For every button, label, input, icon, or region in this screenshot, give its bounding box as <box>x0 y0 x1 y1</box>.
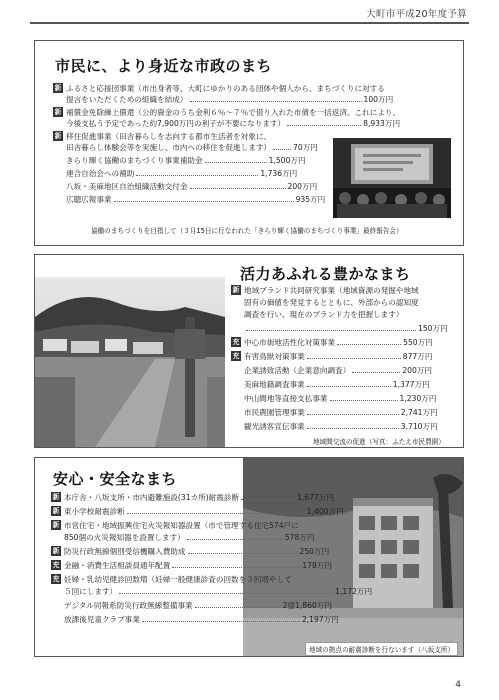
new-badge: 新 <box>52 521 60 529</box>
list-item <box>231 337 433 348</box>
list-item <box>51 532 315 543</box>
list-item <box>51 560 332 571</box>
list-item <box>231 309 403 320</box>
item-amount: 1,230万円 <box>399 394 437 403</box>
list-item <box>53 181 317 192</box>
section-title: 安心・安全なまち <box>53 470 178 488</box>
new-badge: 新 <box>54 132 62 140</box>
item-amount: 877万円 <box>402 352 433 361</box>
item-amount: 100万円 <box>363 95 394 104</box>
item-label: 防災行政無線個別受信機購入費助成 <box>64 547 186 556</box>
new-badge: 新 <box>52 507 60 515</box>
section-vibrant-town <box>34 254 464 448</box>
item-label: 放課後児童クラブ事業 <box>64 615 140 624</box>
meeting-photo <box>333 138 451 218</box>
farm-garden-photo <box>35 277 225 447</box>
list-item <box>53 107 400 118</box>
enhanced-badge: 充 <box>52 561 60 569</box>
list-item <box>51 546 329 557</box>
item-label: ふるさと応援団事業（市出身者等、大町にゆかりのある団体や個人から、まちづくりに対する <box>66 84 385 93</box>
item-amount: 250万円 <box>299 547 330 556</box>
new-badge: 新 <box>54 108 62 116</box>
list-item <box>51 574 292 585</box>
list-item <box>51 506 344 517</box>
item-label: 八坂・美麻地区自治組織活動交付金 <box>66 182 188 191</box>
item-amount: 550万円 <box>403 338 433 347</box>
list-item <box>53 155 306 166</box>
list-item <box>53 94 393 105</box>
enhanced-badge: 充 <box>232 352 240 360</box>
list-item <box>53 142 318 153</box>
item-amount: 1,677万円 <box>297 493 334 502</box>
list-item <box>53 131 271 142</box>
list-item <box>51 600 332 611</box>
new-badge: 新 <box>232 286 240 294</box>
item-label: 移住促進事業（田舎暮らしを志向する都市生活者を対象に、 <box>66 132 272 141</box>
item-label: 提言をいただくための組織を結成） <box>66 95 188 104</box>
item-label: 広聴広報事業 <box>66 195 112 204</box>
item-label: 美麻地籍調査事業 <box>244 380 305 389</box>
header-rule <box>30 22 469 24</box>
item-amount: 8,933万円 <box>363 119 401 128</box>
list-item <box>231 297 419 308</box>
list-item <box>53 168 297 179</box>
item-label: 市営住宅・地域振興住宅火災報知器設置（市で管理する住宅574戸に <box>64 521 299 530</box>
item-amount: 3,710万円 <box>400 422 438 431</box>
item-label: きらり輝く協働のまちづくり事業補助金 <box>66 156 203 165</box>
budget-header: 大町市平成20年度予算 <box>366 9 467 20</box>
list-item <box>51 586 372 597</box>
list-item <box>53 83 385 94</box>
list-item <box>231 365 432 376</box>
item-label: 有害鳥獣対策事業 <box>244 352 305 361</box>
item-label: 固有の価値を発見するとともに、外部からの認知度 <box>244 298 419 307</box>
item-amount: 1,736万円 <box>260 169 298 178</box>
item-label: 調査を行い、現在のブランド力を把握します） <box>244 310 404 319</box>
branch-office-photo <box>243 458 464 657</box>
item-amount: 2億1,860万円 <box>282 601 332 610</box>
list-item <box>231 421 438 432</box>
enhanced-badge: 充 <box>52 575 60 583</box>
photo-caption: 地域間交流の促進（写真：ふたえ市民農園） <box>313 438 445 446</box>
section-safe-town <box>34 457 464 657</box>
list-item <box>51 520 299 531</box>
photo-caption: 協働のまちづくりを目指して（３月15日に行なわれた「きらり輝く協働のまちづくり事業」最終報告会） <box>91 227 403 235</box>
item-label: 今後支払う予定であった約7,900万円の利子が不要になります） <box>66 119 286 128</box>
list-item <box>231 407 438 418</box>
item-label: 妊婦・乳幼児健診回数増（妊婦一般健康診査の回数を３回増やして <box>64 575 292 584</box>
item-amount: 935万円 <box>295 195 326 204</box>
section-citizen-government <box>34 40 464 246</box>
item-label: 本庁舎・八坂支所・市内避難施設(31カ所)耐震診断 <box>64 493 240 502</box>
item-amount: 200万円 <box>287 182 318 191</box>
list-item <box>51 492 334 503</box>
item-label: 東小学校耐震診断 <box>64 507 125 516</box>
item-amount: 1,377万円 <box>392 380 430 389</box>
item-label: 中心市街地活性化対策事業 <box>244 338 336 347</box>
list-item <box>51 614 339 625</box>
item-amount: 2,197万円 <box>301 615 339 624</box>
item-label: 金融・消費生活相談員通年配置 <box>64 561 171 570</box>
section-title: 市民に、より身近な市政のまち <box>55 57 273 75</box>
item-label: デジタル同報系防災行政無線整備事業 <box>64 601 193 610</box>
item-label: 企業誘致活動（企業意向調査） <box>244 366 351 375</box>
item-label: 中山間地等直接支払事業 <box>244 394 328 403</box>
item-label: 補償金免除繰上償還（公的資金のうち金利６％～７％で借り入れた市債を一括返済。これにより、 <box>66 108 401 117</box>
new-badge: 新 <box>52 547 60 555</box>
item-label: ５回にします） <box>64 587 118 596</box>
item-amount: 70万円 <box>293 143 318 152</box>
item-label: 連合自治会への補助 <box>66 169 135 178</box>
list-item <box>231 379 430 390</box>
item-amount: 150万円 <box>418 324 448 333</box>
list-item <box>231 285 419 296</box>
item-label: 850個の火災報知器を設置します） <box>64 533 185 542</box>
new-badge: 新 <box>54 84 62 92</box>
list-item <box>231 393 436 404</box>
item-amount: 1,400万円 <box>306 507 344 516</box>
enhanced-badge: 充 <box>232 338 240 346</box>
item-label: 田舎暮らし体験会等を実施し、市内への移住を促進します） <box>66 143 272 152</box>
item-label: 観光誘客宣伝事業 <box>244 422 305 431</box>
item-amount: 578万円 <box>284 533 315 542</box>
list-item <box>53 118 400 129</box>
list-item <box>53 194 325 205</box>
list-item <box>231 351 432 362</box>
new-badge: 新 <box>52 493 60 501</box>
item-amount: 1,500万円 <box>268 156 306 165</box>
item-amount: 200万円 <box>402 366 432 375</box>
section-title: 活力あふれる豊かなまち <box>240 265 411 283</box>
item-label: 地域ブランド共同研究事業（地域資源の発掘や地域 <box>244 286 419 295</box>
page-number: 4 <box>455 680 461 690</box>
photo-caption: 地域の拠点の耐震診断を行ないます（八坂支所） <box>305 642 458 656</box>
item-label: 市民農園管理事業 <box>244 408 305 417</box>
list-item <box>231 323 448 334</box>
item-amount: 178万円 <box>302 561 332 570</box>
item-amount: 2,741万円 <box>400 408 438 417</box>
item-amount: 1,172万円 <box>335 587 373 596</box>
